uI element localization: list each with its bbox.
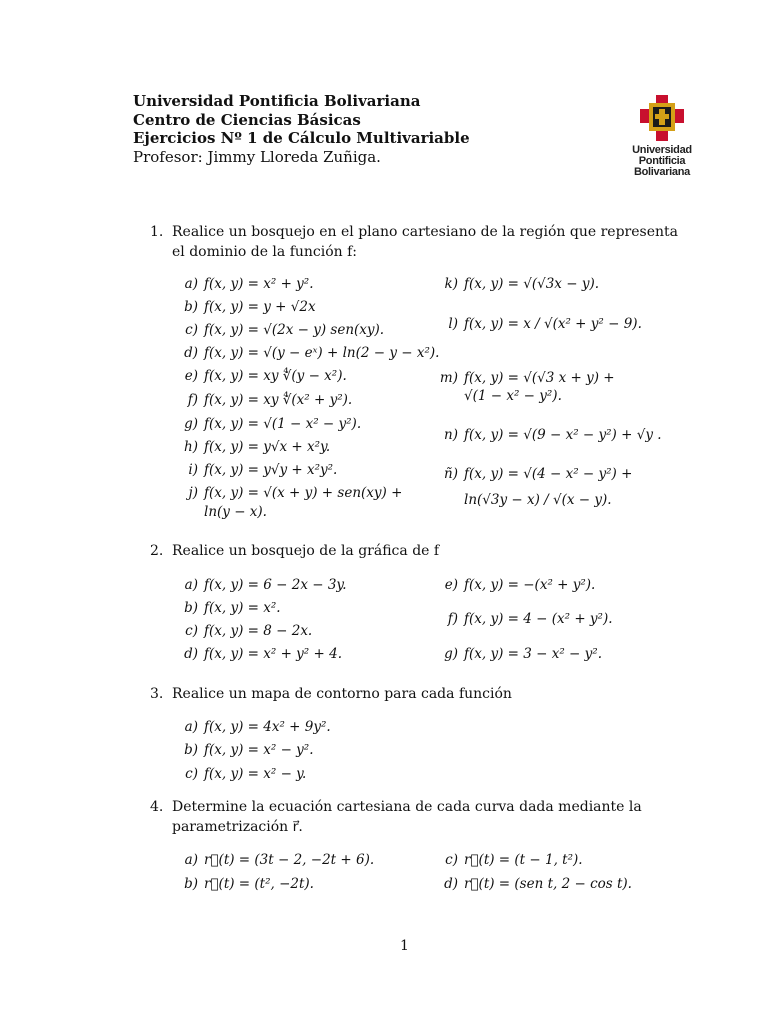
list-item: l) f(x, y) = x / √(x² + y² − 9). [448, 316, 642, 332]
exercise-statement: Realice un mapa de contorno para cada función [172, 686, 512, 702]
list-item: ln(y − x). [204, 504, 267, 520]
exercise-title: Ejercicios Nº 1 de Cálculo Multivariable [133, 129, 470, 147]
university-name: Universidad Pontificia Bolivariana [133, 92, 421, 110]
logo-line-3: Bolivariana [633, 166, 690, 178]
list-item: c) f(x, y) = 8 − 2x. [185, 623, 313, 639]
list-item: d) r⃗(t) = (sen t, 2 − cos t). [444, 876, 632, 892]
exercise-statement: Realice un bosquejo de la gráfica de f [172, 543, 440, 559]
exercise-number: 3. [150, 686, 164, 702]
list-item: d) f(x, y) = √(y − eˣ) + ln(2 − y − x²). [184, 345, 440, 361]
exercise-4 [150, 797, 682, 837]
list-item: k) f(x, y) = √(√3x − y). [444, 276, 599, 292]
list-item: a) f(x, y) = 4x² + 9y². [184, 719, 331, 735]
list-item: f) f(x, y) = 4 − (x² + y²). [447, 611, 613, 627]
exercise-number: 1. [150, 224, 164, 240]
page-number: 1 [400, 938, 409, 954]
logo-line-2: Pontificia [638, 155, 686, 167]
list-item: m) f(x, y) = √(√3 x + y) + [439, 370, 615, 386]
exercise-statement: Realice un bosquejo en el plano cartesiano de la región que representa el dominio de la función f: [172, 224, 678, 260]
exercise-3 [150, 684, 682, 704]
list-item: c) f(x, y) = x² − y. [185, 766, 307, 782]
list-item: ln(√3y − x) / √(x − y). [464, 492, 612, 508]
list-item: i) f(x, y) = y√y + x²y². [188, 462, 338, 478]
exercise-2 [150, 541, 682, 561]
list-item: a) r⃗(t) = (3t − 2, −2t + 6). [184, 852, 375, 868]
exercise-number: 2. [150, 543, 164, 559]
list-item: c) r⃗(t) = (t − 1, t²). [445, 852, 583, 868]
exercise-number: 4. [150, 799, 164, 815]
list-item: c) f(x, y) = √(2x − y) sen(xy). [185, 322, 385, 338]
list-item: b) f(x, y) = x². [184, 600, 281, 616]
list-item: a) f(x, y) = 6 − 2x − 3y. [184, 577, 347, 593]
list-item: e) f(x, y) = −(x² + y²). [444, 577, 596, 593]
logo-line-1: Universidad [632, 144, 692, 156]
list-item: f) f(x, y) = xy ∜(x² + y²). [187, 392, 353, 408]
list-item: g) f(x, y) = √(1 − x² − y²). [184, 416, 362, 432]
list-item: √(1 − x² − y²). [464, 388, 562, 404]
list-item: n) f(x, y) = √(9 − x² − y²) + √y . [444, 427, 662, 443]
document-header [133, 92, 470, 166]
list-item: g) f(x, y) = 3 − x² − y². [444, 646, 602, 662]
crest-icon [640, 95, 684, 141]
exercise-statement: Determine la ecuación cartesiana de cada curva dada mediante la parametrización r⃗. [172, 799, 642, 835]
list-item: e) f(x, y) = xy ∜(y − x²). [184, 368, 347, 384]
list-item: b) f(x, y) = y + √2x [184, 299, 316, 315]
list-item: j) f(x, y) = √(x + y) + sen(xy) + [188, 485, 403, 501]
list-item: d) f(x, y) = x² + y² + 4. [184, 646, 342, 662]
list-item: b) f(x, y) = x² − y². [184, 742, 314, 758]
list-item: a) f(x, y) = x² + y². [184, 276, 314, 292]
list-item: h) f(x, y) = y√x + x²y. [184, 439, 331, 455]
professor-name: Profesor: Jimmy Lloreda Zuñiga. [133, 147, 381, 166]
center-name: Centro de Ciencias Básicas [133, 110, 361, 129]
exercise-1 [150, 222, 682, 262]
list-item: b) r⃗(t) = (t², −2t). [184, 876, 314, 892]
list-item: ñ) f(x, y) = √(4 − x² − y²) + [444, 466, 633, 482]
university-logo [622, 95, 702, 178]
